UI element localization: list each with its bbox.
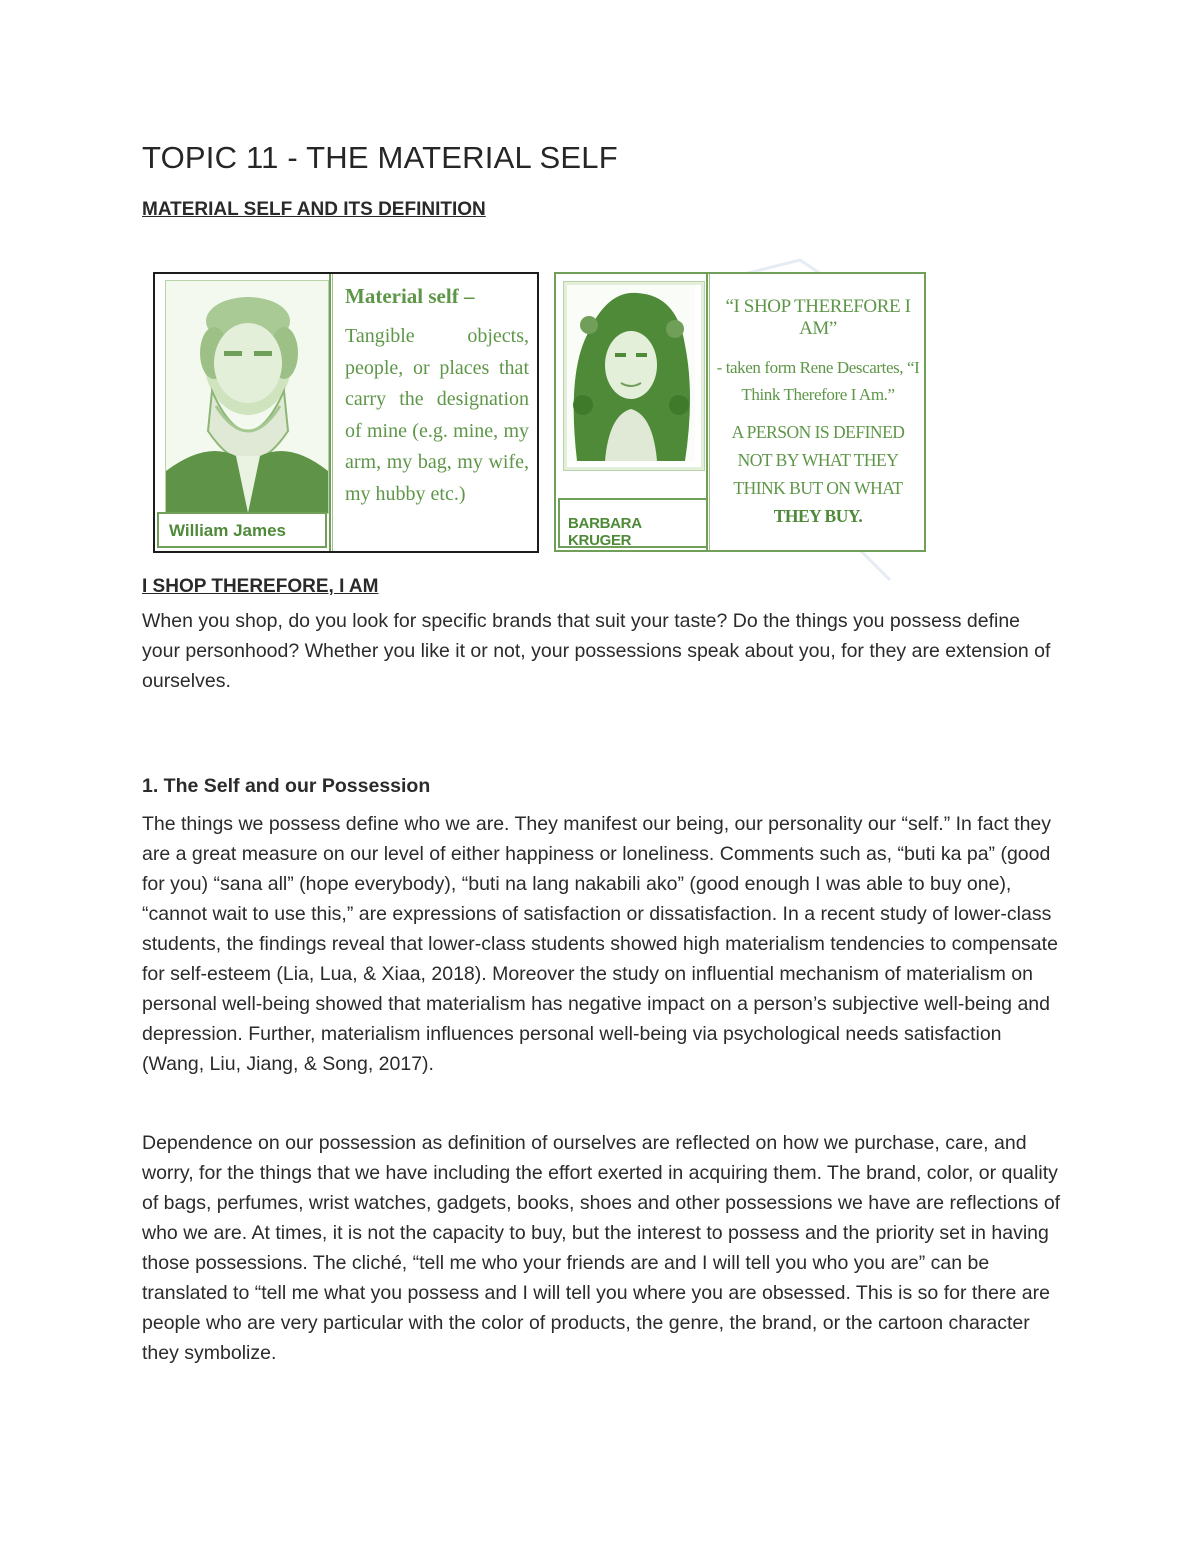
kruger-quote-block (714, 296, 922, 530)
barbara-kruger-caption: BARBARA KRUGER (558, 498, 708, 548)
kruger-definition (714, 418, 922, 530)
material-self-definition: Tangible objects, people, or places that carry the designation of mine (e.g. mine, my arm, my bag, my wife, my hubby etc.) (345, 325, 529, 505)
material-self-heading: Material self – (345, 284, 475, 308)
kruger-definition-text: A PERSON IS DEFINED NOT BY WHAT THEY THINK BUT ON WHAT (731, 422, 905, 498)
shop-heading: I SHOP THEREFORE, I AM (142, 576, 379, 597)
dependence-paragraph: Dependence on our possession as definition of ourselves are reflected on how we purchase, care, and worry, for the things that we have including the effort exerted in acquiring them. The brand, color, or quality of bags, perfumes, wrist watches, gadgets, books, shoes and other possessions we have are reflections of who we are. At times, it is not the capacity to buy, but the interest to possess and the priority set in having those possessions. The cliché, “tell me who your friends are and I will tell you who you are” can be translated to “tell me what you possess and I will tell you where you are obsessed. This is so for there are people who are very particular with the color of products, the genre, the brand, or the cartoon character they symbolize. (142, 1132, 1061, 1364)
william-james-panel (153, 272, 539, 553)
shop-paragraph: When you shop, do you look for specific brands that suit your taste? Do the things you possess define your personhood? Whether you like it or not, your possessions speak about you, for they are extension of ourselves. (142, 610, 1051, 692)
william-james-caption: William James (157, 512, 327, 548)
material-self-definition-block (345, 284, 529, 510)
panel-divider (706, 274, 710, 550)
barbara-kruger-portrait (564, 282, 704, 470)
william-james-portrait (165, 280, 329, 514)
self-possession-heading: 1. The Self and our Possession (142, 775, 431, 797)
self-possession-paragraph: The things we possess define who we are. They manifest our being, our personality our “self.” In fact they are a great measure on our level of either happiness or loneliness. Comments such as, “buti ka pa” (good for you) “sana all” (hope everybody), “buti na lang nakabili ako” (good enough I was able to buy one), “cannot wait to use this,” are expressions of satisfaction or dissatisfaction. In a recent study of lower-class students, the findings reveal that lower-class students showed high materialism tendencies to compensate for self-esteem (Lia, Lua, & Xiaa, 2018). Moreover the study on influential mechanism of materialism on personal well-being showed that materialism has negative impact on a person’s subjective well-being and depression. Further, materialism influences personal well-being via psychological needs satisfaction (Wang, Liu, Jiang, & Song, 2017). (142, 813, 1058, 1075)
kruger-quote: “I SHOP THEREFORE I AM” (725, 296, 911, 339)
page-title: TOPIC 11 - THE MATERIAL SELF (142, 140, 618, 175)
panel-divider (329, 274, 333, 551)
barbara-kruger-panel (554, 272, 926, 552)
kruger-quote-source: - taken form Rene Descartes, “I Think Therefore I Am.” (716, 358, 920, 404)
kruger-definition-emphasis: THEY BUY. (773, 506, 863, 526)
section-heading: MATERIAL SELF AND ITS DEFINITION (142, 199, 486, 220)
